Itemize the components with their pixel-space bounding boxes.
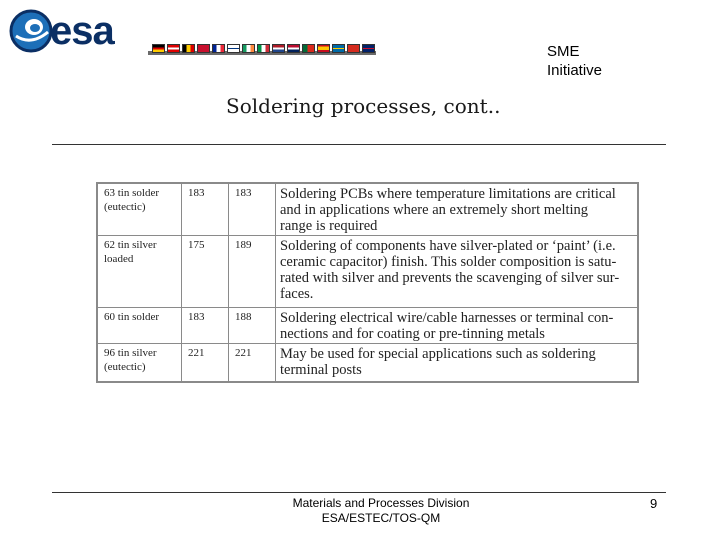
- alloy-name-line: loaded: [104, 253, 134, 266]
- alloy-cell: [98, 236, 182, 307]
- sme-initiative-label: [547, 42, 602, 80]
- flag-icon: [182, 44, 195, 53]
- esa-globe-icon: [8, 6, 54, 54]
- bottom-divider: [52, 492, 666, 493]
- alloy-cell: [98, 184, 182, 236]
- logo-wordmark: esa: [50, 9, 114, 53]
- solidus-temp-cell: 175: [182, 236, 229, 307]
- application-cell: [276, 307, 638, 343]
- flag-icon: [212, 44, 225, 53]
- application-line: faces.: [280, 286, 314, 303]
- flag-icon: [257, 44, 270, 53]
- flag-icon: [197, 44, 210, 53]
- footer: [227, 496, 535, 526]
- esa-logo: [8, 6, 378, 56]
- table-row: [98, 184, 638, 236]
- alloy-name-line: (eutectic): [104, 201, 146, 213]
- liquidus-temp-cell: 188: [229, 307, 276, 343]
- solidus-temp-cell: 183: [182, 307, 229, 343]
- solidus-temp-cell: 183: [182, 184, 229, 236]
- alloy-name-line: 62 tin silver: [104, 239, 157, 252]
- alloy-name-line: 96 tin silver: [104, 346, 157, 359]
- footer-department: ESA/ESTEC/TOS-QM: [321, 511, 441, 525]
- application-line: range is required: [280, 218, 378, 234]
- flag-icon: [242, 44, 255, 53]
- liquidus-temp-cell: 221: [229, 343, 276, 381]
- application-line: Soldering of components have silver-plated or ‘paint’ (i.e.: [280, 238, 616, 255]
- application-line: ceramic capacitor) finish. This solder composition is satu-: [280, 254, 617, 271]
- solder-table: [96, 182, 639, 383]
- flag-icon: [362, 44, 375, 53]
- alloy-name-line: (eutectic): [104, 360, 146, 373]
- table-row: [98, 343, 638, 381]
- application-line: Soldering PCBs where temperature limitations are critical: [280, 186, 616, 202]
- footer-division: Materials and Processes Division: [292, 496, 470, 510]
- application-line: Soldering electrical wire/cable harnesses or terminal con-: [280, 309, 614, 326]
- flag-icon: [332, 44, 345, 53]
- application-line: rated with silver and prevents the scavenging of silver sur-: [280, 270, 620, 287]
- flag-icon: [272, 44, 285, 53]
- application-line: nections and for coating or pre-tinning metals: [280, 325, 545, 342]
- alloy-name-line: 60 tin solder: [104, 310, 159, 323]
- application-cell: [276, 343, 638, 381]
- flag-icon: [287, 44, 300, 53]
- liquidus-temp-cell: 189: [229, 236, 276, 307]
- slide-title: Soldering processes, cont..: [226, 94, 501, 118]
- alloy-cell: [98, 307, 182, 343]
- top-divider: [52, 144, 666, 145]
- flag-icon: [347, 44, 360, 53]
- table-row: [98, 236, 638, 307]
- alloy-cell: [98, 343, 182, 381]
- sme-line: SME: [547, 43, 580, 60]
- application-line: and in applications where an extremely short melting: [280, 202, 589, 218]
- alloy-name-line: 63 tin solder: [104, 187, 159, 199]
- liquidus-temp-cell: 183: [229, 184, 276, 236]
- flag-icon: [317, 44, 330, 53]
- initiative-line: Initiative: [547, 62, 603, 79]
- flag-icon: [167, 44, 180, 53]
- flag-icon: [227, 44, 240, 53]
- application-line: terminal posts: [280, 361, 362, 378]
- flag-icon: [152, 44, 165, 53]
- flag-icon: [302, 44, 315, 53]
- table-row: [98, 307, 638, 343]
- application-cell: [276, 184, 638, 236]
- solder-table-grid: [97, 183, 638, 382]
- application-cell: [276, 236, 638, 307]
- page-number: 9: [650, 496, 658, 511]
- application-line: May be used for special applications such as soldering: [280, 345, 596, 362]
- member-flags: [152, 44, 375, 54]
- solidus-temp-cell: 221: [182, 343, 229, 381]
